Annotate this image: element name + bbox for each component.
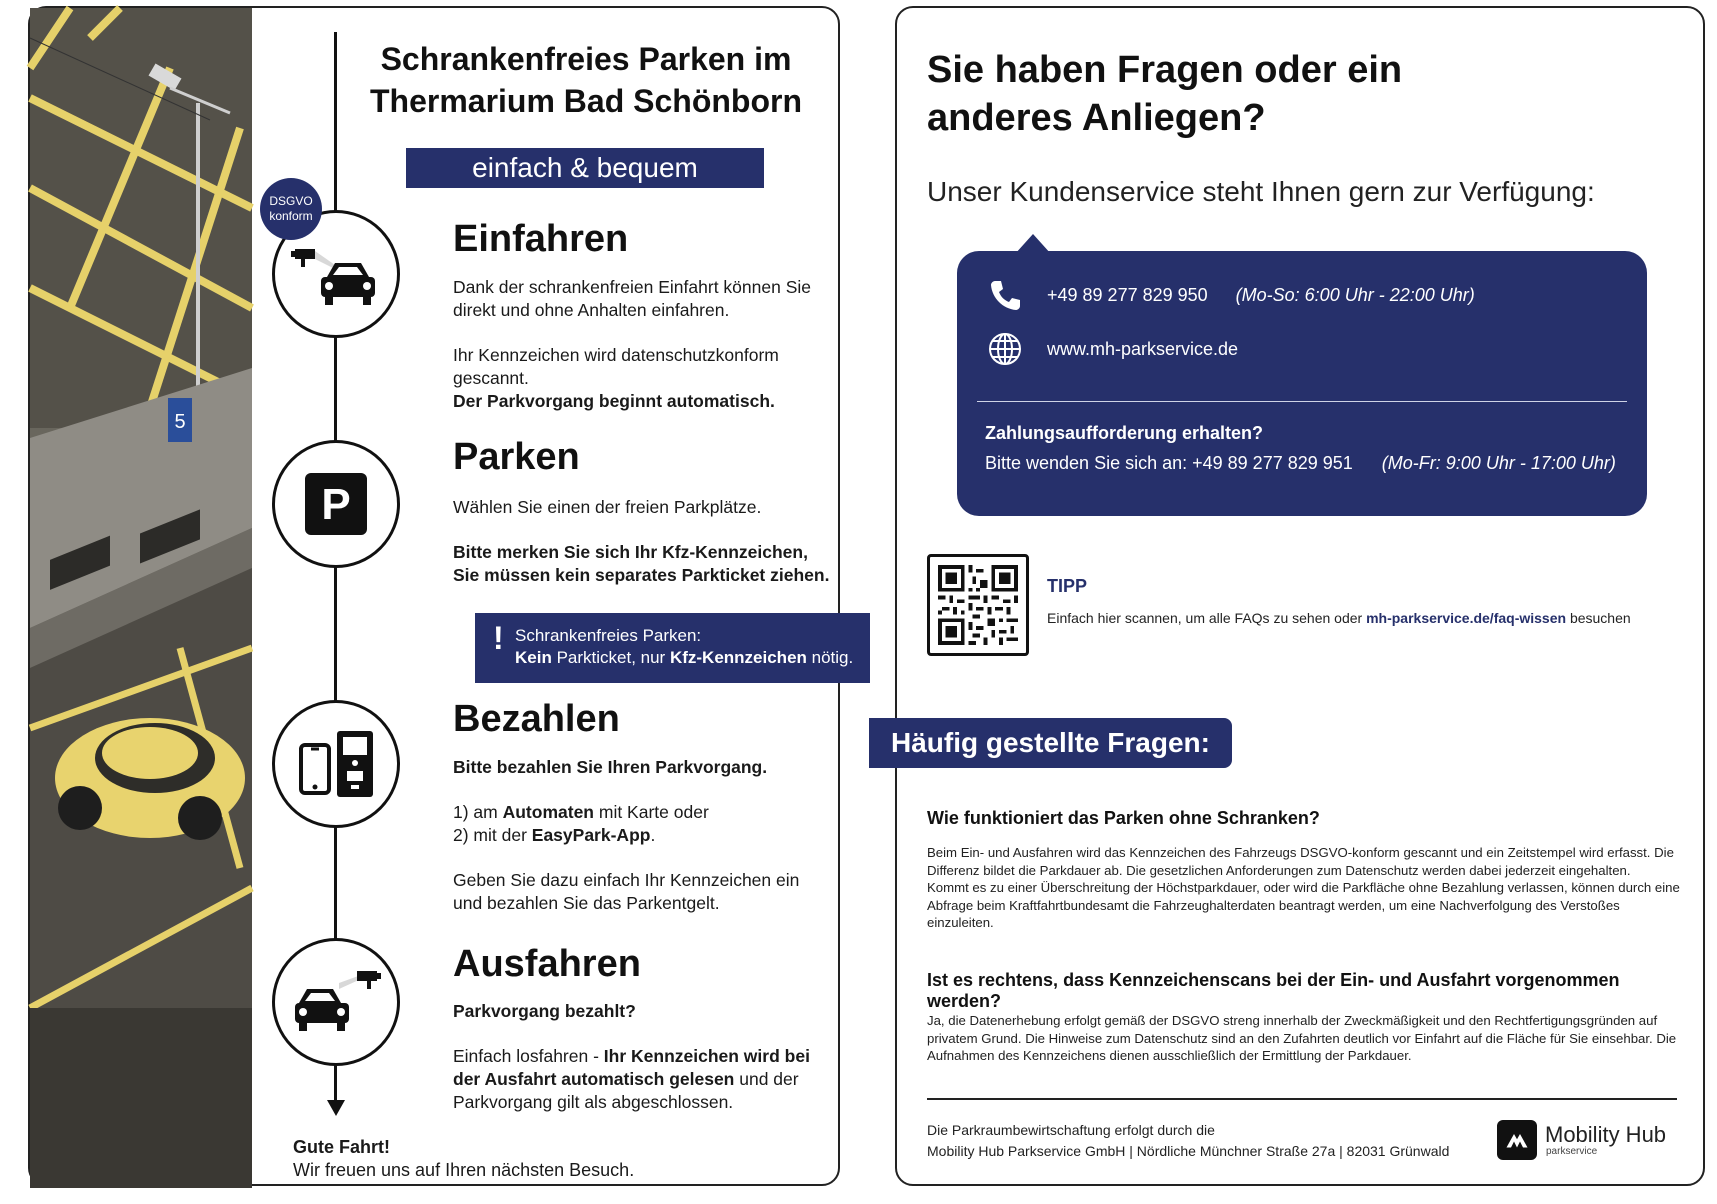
parking-icon: [291, 459, 381, 549]
faq-answer-1-p2: Kommt es zu einer Überschreitung der Höchstparkdauer, oder wird die Parkfläche ohne Bezahlung verlassen, können durch eine Abfrage beim Kraftfahrtbundesamt die Fahrzeughalterdaten beantragt werden, um eine Nachverfolgung des Verstoßes einzuleiten.: [927, 880, 1680, 930]
step-parken-p1: Wählen Sie einen der freien Parkplätze.: [453, 497, 762, 517]
timeline-arrow: [327, 1100, 345, 1116]
exclamation-icon: !: [493, 620, 504, 656]
globe-icon: [987, 331, 1023, 367]
website-link[interactable]: www.mh-parkservice.de: [1047, 338, 1239, 359]
faq-question-1: Wie funktioniert das Parken ohne Schranken?: [927, 808, 1320, 828]
step-ausfahren-text: [453, 1000, 833, 1136]
farewell-bold: Gute Fahrt!: [293, 1137, 390, 1157]
badge-line2: konform: [269, 209, 313, 223]
dsgvo-badge: [260, 178, 322, 240]
pay-option-automat: 1) am Automaten mit Karte oder: [453, 802, 709, 822]
mobility-hub-logo: [1497, 1120, 1666, 1160]
title-line1: Schrankenfreies Parken im: [380, 41, 792, 77]
phone-hours: (Mo-So: 6:00 Uhr - 22:00 Uhr): [1235, 284, 1475, 305]
step-ausfahren-sub: Parkvorgang bezahlt?: [453, 1001, 636, 1021]
phone-icon: [987, 277, 1023, 313]
pay-option-app: 2) mit der EasyPark-App.: [453, 825, 656, 845]
step-parken-bold: Bitte merken Sie sich Ihr Kfz-Kennzeichen, Sie müssen kein separates Parkticket ziehen.: [453, 542, 830, 585]
mobility-hub-logo-icon: [1497, 1120, 1537, 1160]
parking-garage-photo: [30, 8, 252, 1184]
step-ausfahren-title: Ausfahren: [453, 943, 641, 985]
car-camera-exit-icon: [291, 957, 381, 1047]
qr-code[interactable]: [927, 554, 1029, 656]
step-ausfahren-circle: [272, 938, 400, 1066]
svg-text:5: 5: [174, 411, 186, 433]
tipp-label: TIPP: [1047, 576, 1088, 596]
tipp-text: Einfach hier scannen, um alle FAQs zu sehen oder mh-parkservice.de/faq-wissen besuchen: [1047, 610, 1631, 626]
faq-banner: Häufig gestellte Fragen:: [869, 718, 1232, 768]
faq-answer-1-p1: Beim Ein- und Ausfahren wird das Kennzeichen des Fahrzeugs DSGVO-konform gescannt und ein Zeitstempel wird erfasst. Die Differenz bildet die Parkdauer ab. Die gesetzlichen Anforderungen zum Datenschutz werden dabei jederzeit eingehalten.: [927, 845, 1674, 878]
camera-car-icon: [291, 229, 381, 319]
faq-question-2: Ist es rechtens, dass Kennzeichenscans bei der Ein- und Ausfahrt vorgenommen werden?: [927, 970, 1620, 1011]
step-bezahlen-sub: Bitte bezahlen Sie Ihren Parkvorgang.: [453, 757, 768, 777]
step-bezahlen-text: [453, 756, 833, 937]
operator-footer: [927, 1120, 1449, 1162]
step-parken-circle: [272, 440, 400, 568]
step-bezahlen-title: Bezahlen: [453, 698, 620, 740]
subtitle-banner: einfach & bequem: [406, 148, 764, 188]
faq-answer-1: [927, 844, 1687, 932]
step-bezahlen-circle: [272, 700, 400, 828]
step-bezahlen-p3: Geben Sie dazu einfach Ihr Kennzeichen ein und bezahlen Sie das Parkentgelt.: [453, 870, 800, 913]
step-einfahren-text: [453, 276, 833, 413]
footer-line1: Die Parkraumbewirtschaftung erfolgt durch die: [927, 1122, 1215, 1138]
logo-sub: parkservice: [1546, 1145, 1598, 1157]
contact-box: [957, 251, 1647, 516]
website-row[interactable]: [987, 331, 1238, 367]
step-einfahren-p2: Ihr Kennzeichen wird datenschutzkonform gescannt.: [453, 345, 779, 388]
payment-phone[interactable]: Bitte wenden Sie sich an: +49 89 277 829 951: [985, 453, 1353, 473]
contact-divider: [977, 401, 1627, 402]
left-page: [28, 6, 854, 1186]
contact-subtitle: Unser Kundenservice steht Ihnen gern zur Verfügung:: [927, 176, 1595, 207]
parking-garage-illustration: [30, 8, 252, 1188]
hint-line1: Schrankenfreies Parken:: [515, 626, 702, 645]
farewell-line: Wir freuen uns auf Ihren nächsten Besuch.: [293, 1160, 635, 1180]
page-title: [366, 38, 806, 122]
farewell-text: [293, 1136, 634, 1182]
footer-line2: Mobility Hub Parkservice GmbH | Nördliche Münchner Straße 27a | 82031 Grünwald: [927, 1143, 1450, 1159]
phone-number[interactable]: +49 89 277 829 950: [1047, 284, 1208, 305]
faq-answer-2-p1: Ja, die Datenerhebung erfolgt gemäß der DSGVO streng innerhalb der Zweckmäßigkeit und den Rechtfertigungsgründen auf privatem Grund. Die Hinweise zum Datenschutz sind an den Zufahrten deutlich vor Einfahrt auf die Fläche für Sie einsehbar. Die Aufnahmen des Kennzeichens dienen ausschließlich der Ermittlung der Parkdauer.: [927, 1013, 1677, 1063]
payment-heading: Zahlungsaufforderung erhalten?: [985, 423, 1264, 443]
footer-divider: [927, 1098, 1677, 1100]
right-page: [891, 6, 1705, 1186]
step-parken-text: [453, 496, 833, 587]
step-einfahren-p1: Dank der schrankenfreien Einfahrt können Sie direkt und ohne Anhalten einfahren.: [453, 277, 811, 320]
faq-link[interactable]: mh-parkservice.de/faq-wissen: [1366, 610, 1567, 626]
step-parken-title: Parken: [453, 436, 580, 478]
svg-text:P: P: [321, 480, 351, 529]
qr-code-icon: [938, 565, 1018, 645]
payment-hours: (Mo-Fr: 9:00 Uhr - 17:00 Uhr): [1381, 453, 1616, 473]
contact-title-line2: anderes Anliegen?: [927, 97, 1266, 139]
faq-answer-2: [927, 1012, 1687, 1065]
logo-name: Mobility Hub: [1545, 1121, 1667, 1147]
hint-line2: Kein Parkticket, nur Kfz-Kennzeichen nötig.: [515, 648, 854, 667]
step-einfahren-title: Einfahren: [453, 218, 629, 260]
payment-text: [985, 453, 1616, 474]
title-line2: Thermarium Bad Schönborn: [369, 83, 803, 119]
contact-title-line1: Sie haben Fragen oder ein: [927, 49, 1403, 91]
ticketless-hint-box: [475, 613, 870, 683]
contact-title: [927, 46, 1402, 142]
phone-pay-icon: [291, 719, 381, 809]
step-einfahren-bold: Der Parkvorgang beginnt automatisch.: [453, 391, 775, 411]
phone-row[interactable]: [987, 277, 1475, 313]
badge-line1: DSGVO: [269, 194, 313, 208]
step-ausfahren-p: Einfach losfahren - Ihr Kennzeichen wird bei der Ausfahrt automatisch gelesen und der Parkvorgang gilt als abgeschlossen.: [453, 1046, 810, 1112]
